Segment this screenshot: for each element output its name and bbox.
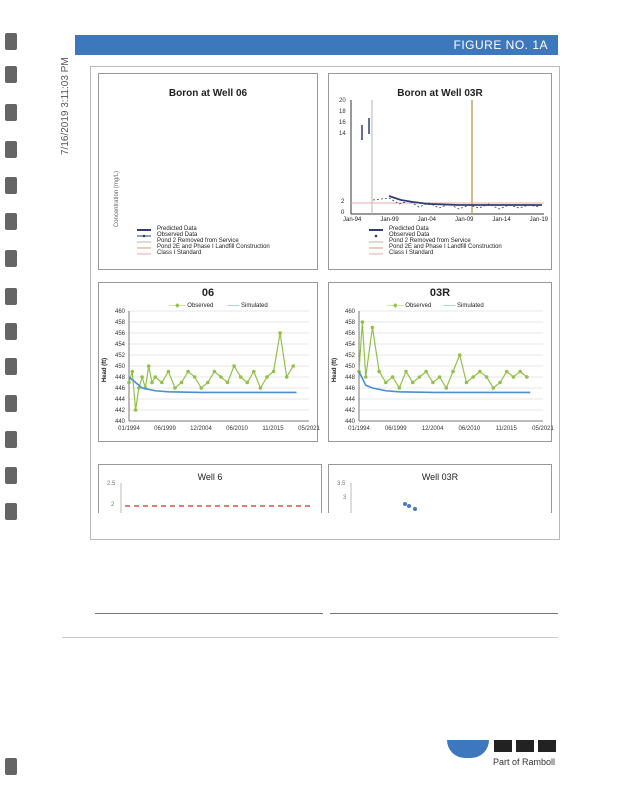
head-03r-title: 03R	[429, 287, 451, 299]
y-tick: 3	[343, 495, 347, 501]
observed-point	[364, 375, 368, 379]
company-logo-icon	[494, 738, 558, 752]
well6-panel	[98, 464, 322, 513]
binder-hole	[5, 66, 17, 83]
binder-hole	[5, 141, 17, 158]
legend-entry: Observed Data	[157, 232, 198, 238]
binder-hole	[5, 213, 17, 230]
x-tick-label: 05/2021	[532, 426, 554, 432]
well03r-plot	[329, 465, 551, 513]
x-tick: Jan-19	[529, 217, 548, 223]
observed-point	[478, 370, 482, 374]
binder-hole	[5, 431, 17, 448]
legend-simulated: Simulated	[240, 302, 268, 309]
print-timestamp: 7/16/2019 3:11:03 PM	[60, 57, 71, 155]
binder-hole	[5, 358, 17, 375]
x-tick-label: 12/2004	[190, 426, 212, 432]
observed-point	[377, 370, 381, 374]
legend-observed: Observed	[187, 303, 214, 309]
observed-point	[498, 381, 502, 385]
y-tick-label: 452	[344, 353, 355, 359]
observed-point	[485, 375, 489, 379]
observed-point	[438, 375, 442, 379]
binder-hole	[5, 104, 17, 121]
x-tick: Jan-14	[492, 217, 511, 223]
legend-entry: Pond 2E and Phase I Landfill Construction	[157, 244, 270, 250]
observed-point	[404, 370, 408, 374]
head-06-panel: 06 —◆— Observed —— Simulated Head (ft) 460 458 456 454 452 450 448 446 444 442 440 01/1994 06/1999 12/2004 06/2010 11/2015 05/2021	[98, 282, 318, 442]
observed-point	[371, 326, 375, 330]
observed-point	[147, 364, 151, 368]
observed-point	[272, 370, 276, 374]
observed-point	[186, 370, 190, 374]
y-tick: 2	[111, 502, 115, 508]
observed-point	[245, 381, 249, 385]
observed-point	[512, 375, 516, 379]
head-03r-panel: 03R —◆— Observed —— Simulated Head (ft) 460 458 456 454 452 450 448 446 444 442 440 01/1994 06/1999 12/2004 06/2010 11/2015 05/2021	[328, 282, 552, 442]
separator-line	[95, 613, 323, 614]
x-tick-label: 11/2015	[262, 426, 284, 432]
observed-point	[239, 375, 243, 379]
observed-point	[518, 370, 522, 374]
x-tick: Jan-99	[380, 217, 399, 223]
observed-point	[180, 381, 184, 385]
observed-point	[278, 331, 282, 335]
well6-plot	[99, 465, 321, 513]
figure-label: FIGURE NO. 1A	[453, 38, 548, 52]
observed-point	[160, 381, 164, 385]
observed-point	[232, 364, 236, 368]
observed-point	[140, 375, 144, 379]
boron-well06-ylabel: Concentration (mg/L)	[114, 170, 121, 228]
x-tick-label: 06/2010	[458, 426, 481, 432]
y-tick-label: 454	[344, 342, 355, 348]
legend-entry: Predicted Data	[389, 226, 429, 232]
separator-line	[62, 637, 558, 638]
observed-point	[458, 353, 462, 357]
observed-point	[424, 370, 428, 374]
y-tick-label: 450	[344, 364, 355, 370]
observed-point	[193, 375, 197, 379]
observed-point	[525, 375, 529, 379]
y-tick-label: 444	[114, 397, 125, 403]
y-tick: 2	[341, 199, 345, 205]
legend-entry: Pond 2 Removed from Service	[157, 238, 239, 244]
observed-point	[226, 381, 230, 385]
observed-point	[153, 375, 157, 379]
x-tick-label: 01/1994	[118, 426, 140, 432]
observed-point	[465, 381, 469, 385]
head-03r-ylabel: Head (ft)	[332, 357, 339, 383]
y-tick-label: 450	[114, 364, 125, 370]
y-tick-label: 442	[114, 408, 125, 414]
boron-well06-panel	[98, 73, 318, 270]
head-03r-chart	[329, 283, 554, 441]
x-tick-label: 06/2010	[226, 426, 248, 432]
binder-hole	[5, 323, 17, 340]
separator-line	[330, 613, 558, 614]
observed-point	[471, 375, 475, 379]
legend-simulated: Simulated	[456, 302, 484, 309]
x-tick: Jan-94	[343, 217, 362, 223]
y-tick-label: 460	[344, 309, 355, 315]
y-tick-label: 448	[114, 375, 125, 381]
y-tick: 2.5	[107, 481, 116, 487]
x-tick-label: 05/2021	[298, 426, 320, 432]
binder-hole	[5, 177, 17, 194]
y-tick: 16	[339, 120, 346, 126]
observed-point	[130, 370, 134, 374]
binder-hole	[5, 288, 17, 305]
observed-point	[397, 386, 401, 390]
boron-well03r-panel	[328, 73, 552, 270]
y-tick: 18	[339, 109, 346, 115]
y-tick: 14	[339, 131, 346, 137]
observed-point	[444, 386, 448, 390]
observed-point	[361, 320, 365, 324]
binder-hole	[5, 758, 17, 775]
observed-point	[206, 381, 210, 385]
legend-entry: Observed Data	[389, 232, 430, 238]
binder-hole	[5, 395, 17, 412]
observed-point	[150, 381, 154, 385]
x-tick-label: 12/2004	[421, 426, 444, 432]
observed-point	[418, 375, 422, 379]
legend-observed: Observed	[405, 303, 432, 309]
y-tick-label: 448	[344, 375, 355, 381]
observed-point	[167, 370, 171, 374]
well6-title: Well 6	[197, 472, 223, 482]
y-tick-label: 454	[114, 342, 125, 348]
logo-tagline: Part of Ramboll	[493, 757, 556, 767]
observed-point	[505, 370, 509, 374]
legend-entry: Predicted Data	[157, 226, 197, 232]
y-tick-label: 458	[114, 320, 125, 326]
observed-point	[492, 386, 496, 390]
well03r-panel	[328, 464, 552, 513]
observed-point	[285, 375, 289, 379]
x-tick-label: 06/1999	[154, 426, 176, 432]
y-tick: 20	[339, 98, 346, 104]
binder-hole	[5, 33, 17, 50]
figure-banner	[75, 35, 558, 55]
observed-point	[411, 381, 415, 385]
y-tick-label: 444	[344, 397, 355, 403]
legend-entry: Pond 2E and Phase I Landfill Construction	[389, 244, 502, 250]
observed-point	[259, 386, 263, 390]
y-tick-label: 446	[114, 386, 125, 392]
binder-hole	[5, 250, 17, 267]
y-tick-label: 440	[344, 419, 355, 425]
y-tick-label: 442	[344, 408, 355, 414]
y-tick-label: 456	[344, 331, 355, 337]
observed-point	[199, 386, 203, 390]
observed-point	[384, 381, 388, 385]
observed-point	[291, 364, 295, 368]
y-tick-label: 456	[114, 331, 125, 337]
observed-point	[391, 375, 395, 379]
binder-hole	[5, 467, 17, 484]
boron-well03r-title: Boron at Well 03R	[397, 88, 483, 99]
observed-point	[173, 386, 177, 390]
observed-point	[265, 375, 269, 379]
y-tick-label: 452	[114, 353, 125, 359]
logo-swoosh-icon	[447, 740, 489, 758]
observed-point	[213, 370, 217, 374]
y-tick: 0	[341, 210, 345, 216]
legend-entry: Class I Standard	[157, 250, 202, 256]
head-06-chart	[99, 283, 320, 441]
observed-point	[451, 370, 455, 374]
observed-point	[252, 370, 256, 374]
observed-point	[431, 381, 435, 385]
y-tick-label: 458	[344, 320, 355, 326]
legend-entry: Pond 2 Removed from Service	[389, 238, 471, 244]
y-tick-label: 440	[114, 419, 125, 425]
y-tick: 3.5	[337, 481, 346, 487]
x-tick-label: 11/2015	[495, 426, 517, 432]
boron-well06-title: Boron at Well 06	[168, 88, 248, 99]
y-tick-label: 460	[114, 309, 125, 315]
binder-hole	[5, 503, 17, 520]
observed-point	[127, 381, 131, 385]
x-tick-label: 01/1994	[348, 426, 370, 432]
head-06-ylabel: Head (ft)	[102, 357, 109, 383]
x-tick: Jan-04	[417, 217, 437, 223]
head-06-title: 06	[201, 287, 215, 299]
y-tick-label: 446	[344, 386, 355, 392]
observed-series-line	[129, 333, 293, 410]
legend-entry: Class I Standard	[389, 250, 434, 256]
x-tick: Jan-09	[454, 217, 474, 223]
observed-point	[134, 408, 138, 412]
well03r-title: Well 03R	[421, 472, 459, 482]
x-tick-label: 06/1999	[384, 426, 407, 432]
observed-point	[219, 375, 223, 379]
